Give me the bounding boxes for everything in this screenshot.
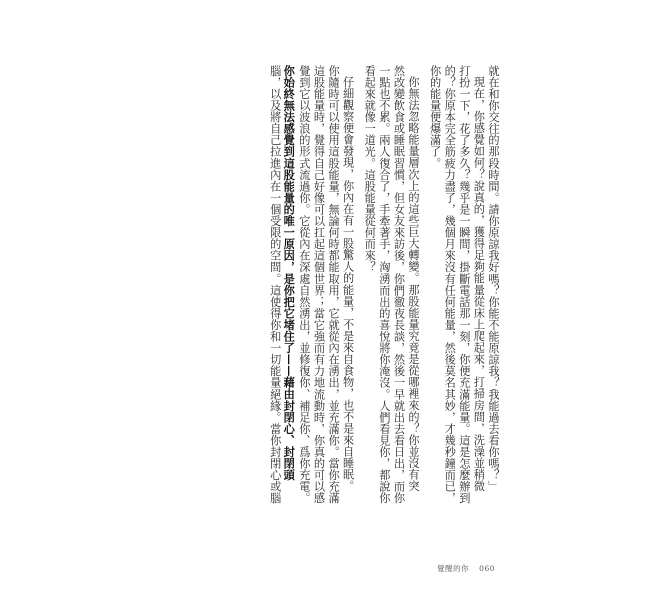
- page-footer: [427, 563, 495, 574]
- text-line: 就在和你交往的那段時間。請你原諒我好嗎？你能不能原諒我？我能過去看你嗎？」: [487, 65, 500, 493]
- text-line: 你無法忽略能量層次上的這些巨大轉變。那股能量究竟是從哪裡來的？你並沒有突: [407, 76, 421, 492]
- book-title: 覺醒的你: [437, 564, 470, 573]
- text-line: 現在，你感覺如何？說真的，獲得足夠能量從床上爬起來，打掃房間，洗澡並稍微: [472, 76, 486, 492]
- text-line: 這股能量時，覺得自己好像可以扛起這個世界；當它強而有力地流動時，你真的可以感: [312, 65, 326, 504]
- page-number: 060: [479, 564, 495, 573]
- paragraph-gap: [355, 65, 362, 525]
- text-line: 你隨時可以使用這股能量，無論何時都能取用，它就從內在湧出，並充滿你。當你充滿: [327, 65, 341, 504]
- text-line: 然改變飲食或睡眠習慣，但女友來訪後，你們徹夜長談，然後一早就出去看日出，而你: [392, 65, 406, 504]
- text-line: 仔細觀察便會發現，你內在有一股驚人的能量，不是來自食物，也不是來自睡眠。: [341, 76, 355, 492]
- text-line: 看起來就像一道光。這股能量從何而來？: [363, 65, 377, 273]
- text-line: 一點也不累。兩人復合了，手牽著手，洶湧而出的喜悅將你淹沒。人們看見你，都說你: [377, 65, 391, 504]
- text-line: 腦，以及將自己拉進內在一個受限的空間。這使得你和一切能量絕緣。當你封閉心或腦: [268, 65, 282, 504]
- text-line-emphasis: 你始終無法感覺到這股能量的唯一原因，是你把它堵住了——藉由封閉心、封閉頭: [282, 65, 297, 481]
- vertical-text-body: [267, 65, 500, 525]
- text-line: 的？你原本完全筋疲力盡了，幾個月來沒有任何能量，然後莫名其妙，才幾秒鐘而已，: [443, 65, 457, 504]
- paragraph-gap: [420, 65, 427, 525]
- text-line: 你的能量便爆滿了。: [428, 65, 442, 169]
- text-line: 打扮一下，花了多久？幾乎是一瞬間，掛斷電話那一刻，你便充滿能量。這是怎麼辦到: [457, 65, 471, 504]
- text-line: 覺到它以波浪的形式流過你。它從內在深處自然湧出，並修復你、補足你、爲你充電。: [297, 65, 311, 504]
